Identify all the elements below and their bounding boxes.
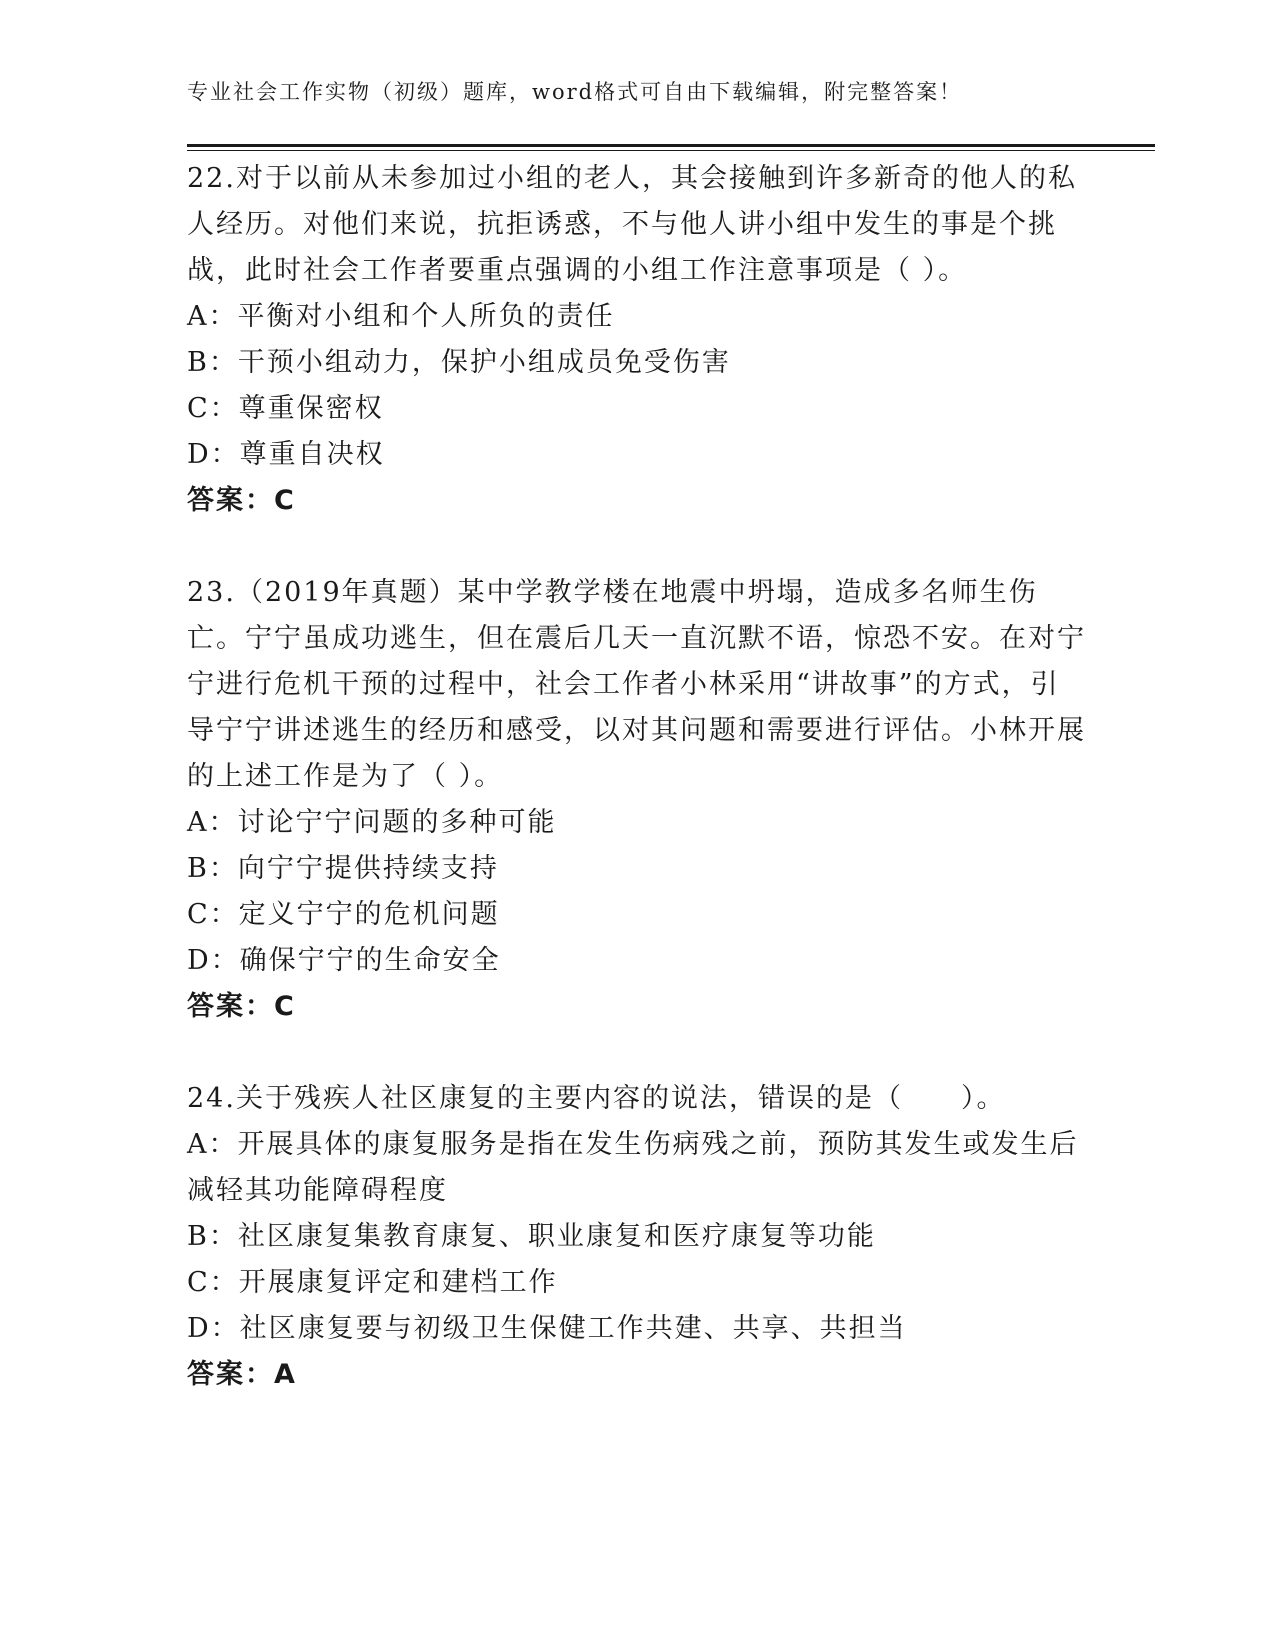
option-c: C：开展康复评定和建档工作 xyxy=(187,1267,558,1298)
option-b: B：社区康复集教育康复、职业康复和医疗康复等功能 xyxy=(187,1221,876,1252)
answer-line: 答案：A xyxy=(187,1359,297,1390)
question-23 xyxy=(187,570,1087,1030)
question-stem: 23.（2019年真题）某中学教学楼在地震中坍塌，造成多名师生伤亡。宁宁虽成功逃生，但在震后几天一直沉默不语，惊恐不安。在对宁宁进行危机干预的过程中，社会工作者小林采用“讲故事”的方式，引导宁宁讲述逃生的经历和感受，以对其问题和需要进行评估。小林开展的上述工作是为了（ ）。 xyxy=(187,577,1086,792)
question-24 xyxy=(187,1076,1087,1398)
question-list xyxy=(187,156,1087,1444)
option-d: D：尊重自决权 xyxy=(187,439,385,470)
option-a: A：讨论宁宁问题的多种可能 xyxy=(187,807,557,838)
question-stem: 24.关于残疾人社区康复的主要内容的说法，错误的是（ ）。 xyxy=(187,1083,1006,1114)
option-c: C：定义宁宁的危机问题 xyxy=(187,899,500,930)
page-header: 专业社会工作实物（初级）题库，word格式可自由下载编辑，附完整答案！ xyxy=(187,80,963,104)
option-b: B：向宁宁提供持续支持 xyxy=(187,853,499,884)
question-stem: 22.对于以前从未参加过小组的老人，其会接触到许多新奇的他人的私人经历。对他们来说，抗拒诱惑，不与他人讲小组中发生的事是个挑战，此时社会工作者要重点强调的小组工作注意事项是（ ）。 xyxy=(187,163,1077,286)
answer-line: 答案：C xyxy=(187,991,296,1022)
option-c: C：尊重保密权 xyxy=(187,393,384,424)
option-d: D：社区康复要与初级卫生保健工作共建、共享、共担当 xyxy=(187,1313,907,1344)
option-d: D：确保宁宁的生命安全 xyxy=(187,945,501,976)
option-b: B：干预小组动力，保护小组成员免受伤害 xyxy=(187,347,731,378)
answer-line: 答案：C xyxy=(187,485,296,516)
question-22 xyxy=(187,156,1087,524)
header-divider-thin xyxy=(187,150,1155,151)
header-divider-thick xyxy=(187,144,1155,147)
option-a: A：开展具体的康复服务是指在发生伤病残之前，预防其发生或发生后减轻其功能障碍程度 xyxy=(187,1129,1079,1206)
option-a: A：平衡对小组和个人所负的责任 xyxy=(187,301,615,332)
